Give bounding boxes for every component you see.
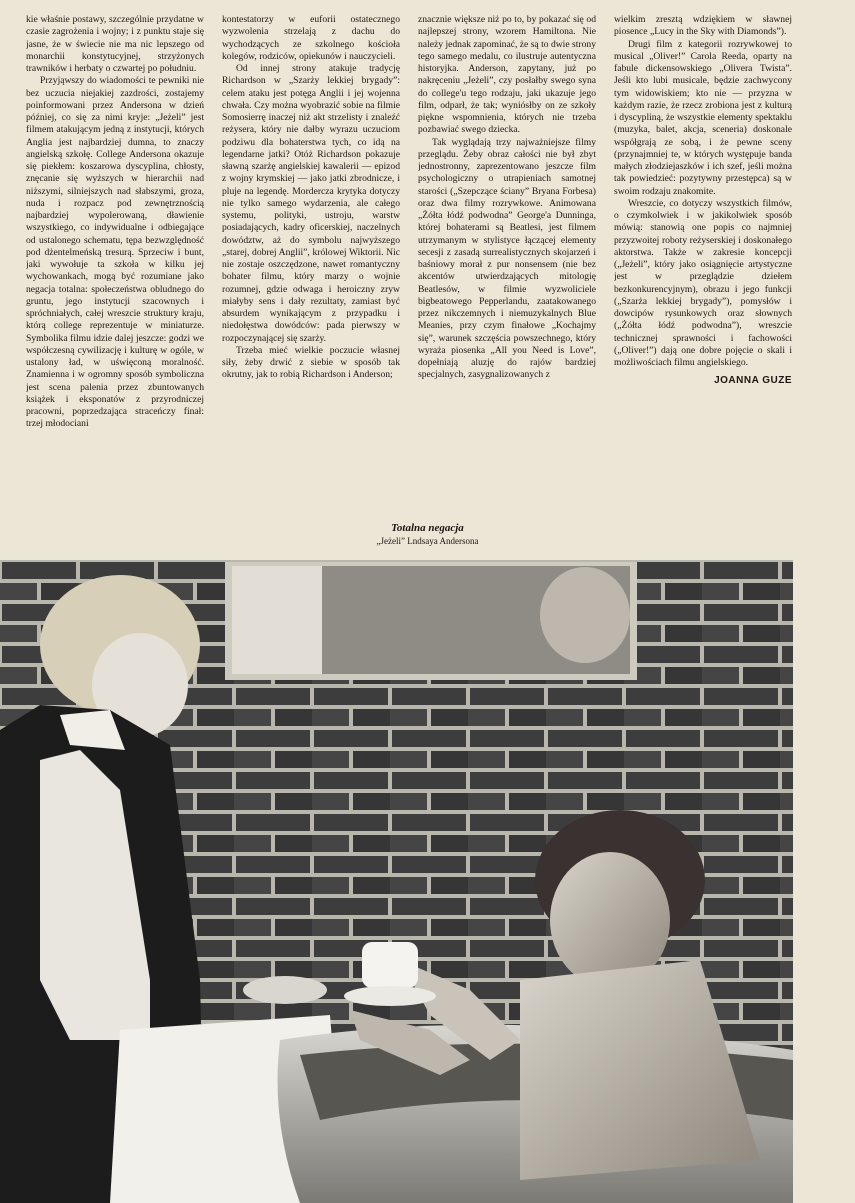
paragraph: Drugi film z kategorii rozrywkowej to musical „Oliver!” Carola Reeda, oparty na fabule dickensowskiego „Olivera Twista”. Jeśli kto lubi musicale, będzie zachwycony tym widowiskiem; kto nie — przyzna w każdym razie, że rzecz zrobiona jest z kulturą i dyscypliną, że wszystkie elementy spektaklu (muzyka, balet, akcja, sceneria) doskonale współgrają ze sobą, i że pewne sceny (przynajmniej te, w których występuje banda małych złodziejaszków i ich szef, jeśli można tak powiedzieć: pozytywny przestępca) są w swoim rodzaju znakomite.	[614, 38, 792, 197]
paragraph: znacznie większe niż po to, by pokazać się od najlepszej strony, wzorem Hamiltona. Nie należy jednak zapominać, że są to dwie strony tego samego medalu, co ilustruje autentyczna historyjka. Anderson, zapytany, już po nakręceniu „Jeżeli”, czy posłałby swego syna do college'u tego rodzaju, jaki ukazuje jego film, odparł, że tak; wyniósłby on ze szkoły piękne wspomnienia, których nie trzeba pozbawiać swego dziecka.	[418, 14, 596, 136]
photo-caption	[0, 522, 855, 546]
article-column-3	[418, 14, 596, 516]
article-columns	[26, 14, 794, 516]
caption-title: Totalna negacja	[391, 522, 464, 534]
author-signature: JOANNA GUZE	[714, 375, 792, 387]
caption-subtitle: „Jeżeli” Lndsaya Andersona	[376, 536, 479, 546]
article-column-1	[26, 14, 204, 516]
article-column-4	[614, 14, 792, 516]
paragraph: Od innej strony atakuje tradycję Richardson w „Szarży lekkiej brygady”: celem ataku jest potęga Anglii i jej wojenna chwała. Czy można wyobrazić sobie na filmie Somosierrę inaczej niż akt strzelisty i znaleźć reżysera, który nie dałby wyrazu uczuciom podziwu dla bohaterstwa tych, co idą na legendarne jatki? Otóż Richardson pokazuje sławną szarżę angielskiej kawalerii — epizod z wojny krymskiej — jako jatki zbrodnicze, i pluje na legendę. Mordercza krytyka dotyczy nie tylko samego wydarzenia, ale całego systemu, polityki, ustroju, warstw posiadających, kadry oficerskiej, naczelnych dowództw, aż do symbolu najwyższego „starej, dobrej Anglii”, królowej Wiktorii. Nic nie zostaje oszczędzone, nawet romantyczny bohater filmu, który marzy o wojnie rozumnej, gdzie odwaga i heroiczny zryw miałyby sens i dały rezultaty, zamiast być absurdem wynikającym z przypadku i niedołęstwa dowódców: pada pierwszy w rozpoczynającej się szarży.	[222, 63, 400, 344]
paragraph: wielkim zresztą wdziękiem w sławnej piosence „Lucy in the Sky with Diamonds”).	[614, 14, 792, 38]
paragraph: Przyjąwszy do wiadomości te pewniki nie bez uczucia niejakiej zazdrości, zostajemy poinformowani przez Andersona w dzień później, co się za nimi kryje: „Jeżeli” jest filmem atakującym jedną z instytucji, których Anglia jest najbardziej dumna, to znaczy angielską szkołę. College Andersona okazuje się piekłem: koszarowa dyscyplina, chłosty, znęcanie się wyższych w hierarchii nad niższymi, silniejszych nad słabszymi, groza, nuda i rozpacz pod zewnętrznością najbardziej wypolerowaną, dławienie wszystkiego, co indywidualne i odbiegające od ustalonego schematu, tępa bezwzględność pod dżentelmeńską tresurą. Sprzeciw i bunt, jaki wywołuje ta szkoła w kilku jej wychowankach, mogą być rozumiane jako negacja totalna: społeczeństwa obludnego do gruntu, jego instytucji szacownych i spróchniałych, całej wreszcie struktury kraju, którą college reprezentuje w miniaturze. Symbolika filmu idzie dalej jeszcze: godzi we współczesną cywilizację i kulturę w ogóle, w ustalony ład, w uświęconą moralność. Znamienna i w ogromny sposób symboliczna jest scena palenia przez zbuntowanych książek i eksponatów z przyrodniczej pracowni, poprzedzająca straceńczy finał: trzej młodociani	[26, 75, 204, 430]
paragraph: Wreszcie, co dotyczy wszystkich filmów, o czymkolwiek i w jakikolwiek sposób mówią: stanowią one popis co najmniej przyzwoitej roboty reżyserskiej i doskonałego aktorstwa. Także w zakresie koncepcji („Jeżeli”, który jako osiągnięcie artystyczne jest w przeglądzie dziełem bezkonkurencyjnym), obrazu i jego funkcji („Szarża lekkiej brygady”), pomysłów i dowcipów rysunkowych oraz słownych („Żółta łódź podwodna”), wreszcie technicznej sprawności i fachowości („Oliver!”) dają one dobre pojęcie o skali i możliwościach filmu angielskiego.	[614, 197, 792, 368]
page-margin	[793, 560, 855, 1203]
film-still-photo	[0, 560, 793, 1203]
film-still-illustration	[0, 560, 793, 1203]
paragraph: Trzeba mieć wielkie poczucie własnej siły, żeby drwić z siebie w sposób tak okrutny, jak to robią Richardson i Anderson;	[222, 344, 400, 381]
paragraph: kie właśnie postawy, szczególnie przydatne w czasie zagrożenia i wojny; i z punktu staje się jasne, że w świecie nie ma nic lepszego od monarchii konstytucyjnej, strzyżonych trawników i herbaty o czwartej po południu.	[26, 14, 204, 74]
paragraph: Tak wyglądają trzy najważniejsze filmy przeglądu. Żeby obraz całości nie był zbyt jednostronny, zaprezentowano jeszcze film psychologiczny o utrapieniach samotnej starości („Szepczące ściany” Bryana Forbesa) oraz dwa filmy rozrywkowe. Animowana „Żółta łódź podwodna” George'a Dunninga, której bohaterami są Beatlesi, jest filmem utrzymanym w stylistyce łączącej elementy secesji z zasadą surrealistycznych skojarzeń i baśniowy morał z pur nonsensem (nie bez akcentów utwierdzających mitologię Beatlesów, w filmie wyzwoliciele bigbeatowego Pepperlandu, zaatakowanego przez nikczemnych i niemuzykalnych Blue Meanies, przy czym finałowe „Kochajmy się”, warunek szczęścia powszechnego, który wyraża piosenka „All you Need is Love”, dopełniają aluzję do rajów bardziej specjalnych, zasygnalizowanych z	[418, 136, 596, 381]
article-column-2	[222, 14, 400, 516]
paragraph: kontestatorzy w euforii ostatecznego wyzwolenia strzelają z dachu do wychodzących ze szkolnego kościoła kolegów, rodziców, opiekunów i nauczycieli.	[222, 14, 400, 62]
